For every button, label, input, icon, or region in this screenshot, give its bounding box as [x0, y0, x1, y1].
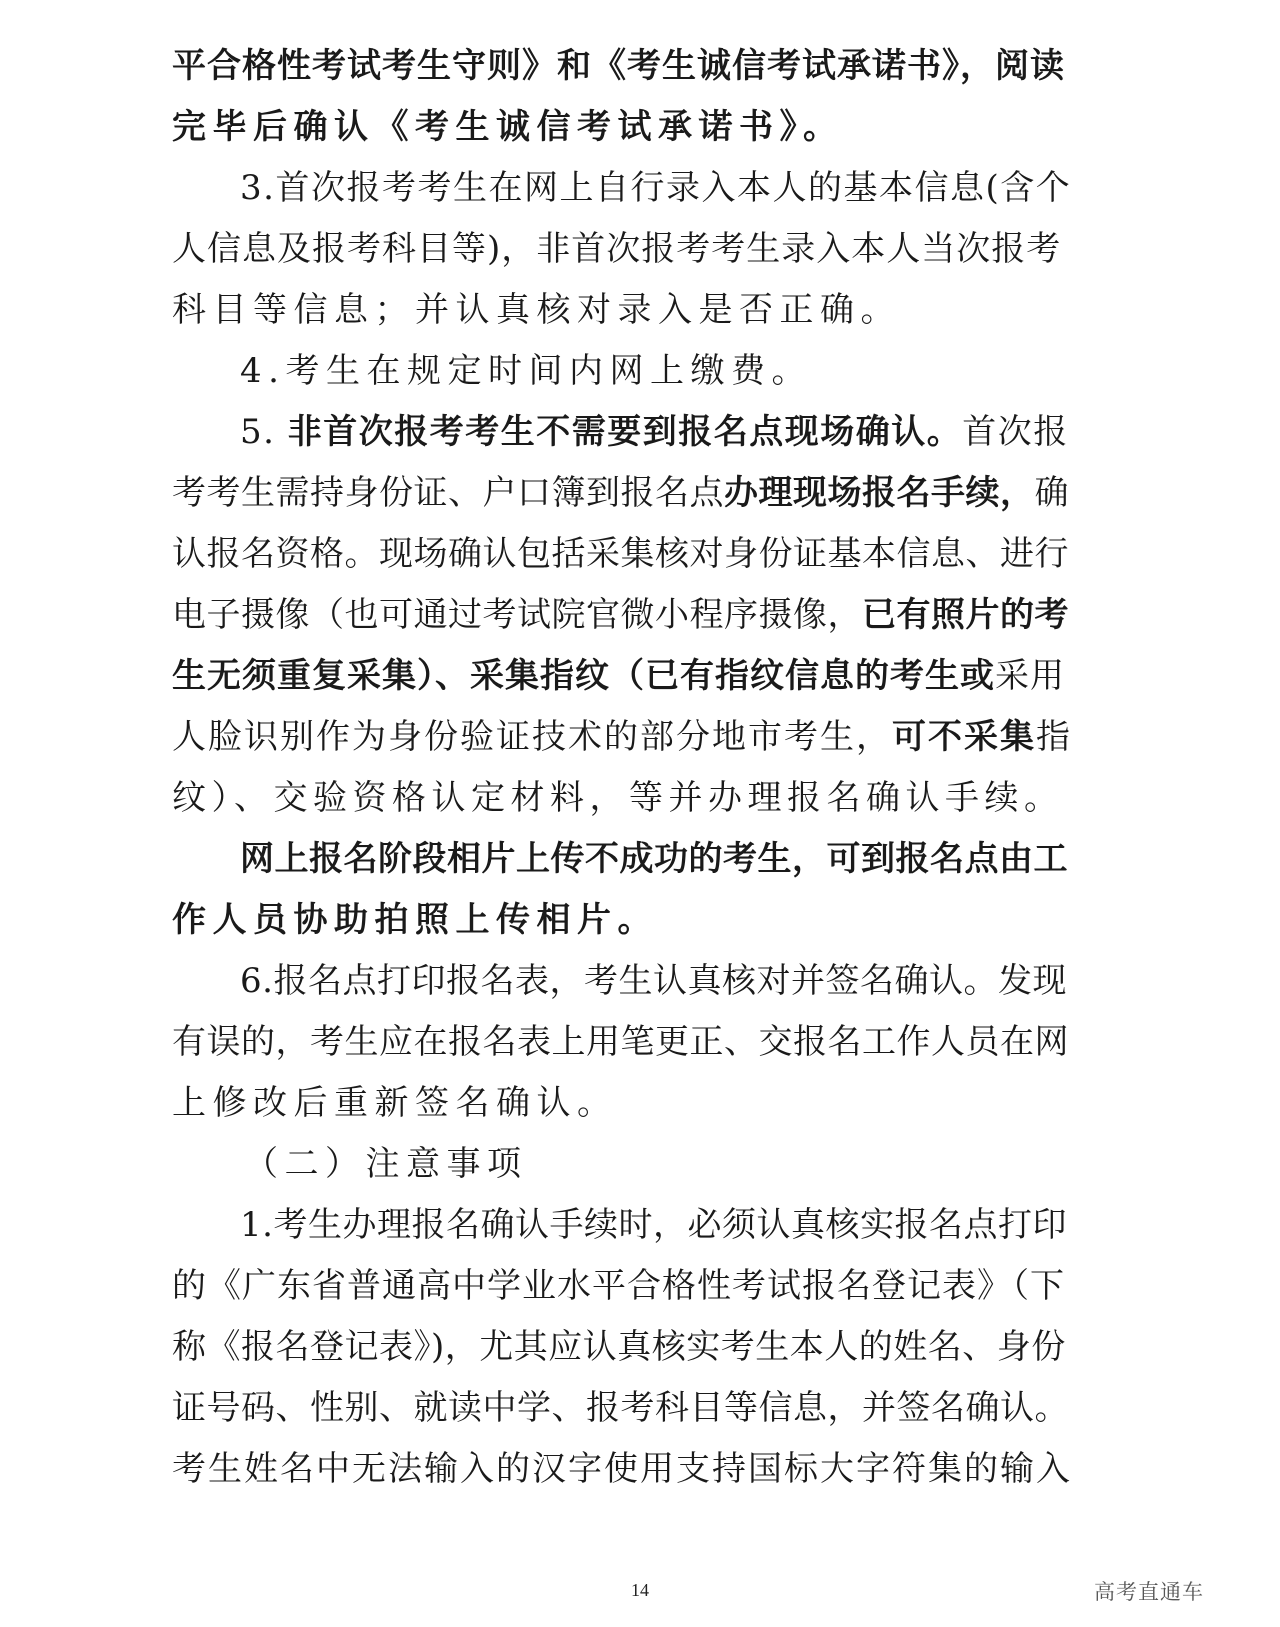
text-line: [172, 402, 1072, 463]
text-run: 6.报名点打印报名表，考生认真核对并签名确认。发现: [240, 961, 1067, 1001]
text-run: 有误的，考生应在报名表上用笔更正、交报名工作人员在网: [172, 1022, 1069, 1062]
bold-text: 作人员协助拍照上传相片。: [172, 900, 658, 940]
text-line: [172, 1073, 1072, 1134]
text-line: [172, 890, 1072, 951]
text-run: 4.考生在规定时间内网上缴费。: [240, 351, 812, 391]
text-run: 指: [1036, 717, 1072, 757]
text-run: （二）注意事项: [244, 1144, 528, 1184]
text-run: 5.: [240, 412, 288, 452]
bold-text: 完毕后确认《考生诚信考试承诺书》。: [172, 107, 844, 147]
section-heading: [172, 1134, 1072, 1195]
bold-text: 平合格性考试考生守则》和《考生诚信考试承诺书》，阅读: [172, 46, 1065, 86]
text-run: 人脸识别作为身份验证技术的部分地市考生，: [172, 717, 892, 757]
text-line: [172, 1439, 1072, 1500]
text-run: 证号码、性别、就读中学、报考科目等信息，并签名确认。: [172, 1388, 1069, 1428]
bold-text: 已有照片的考: [862, 595, 1069, 635]
text-line: [172, 1256, 1072, 1317]
text-line: [172, 158, 1072, 219]
text-line: [172, 219, 1072, 280]
text-line: [172, 97, 1072, 158]
text-run: 1.考生办理报名确认手续时，必须认真核实报名点打印: [240, 1205, 1067, 1245]
text-run: 科目等信息；并认真核对录入是否正确。: [172, 290, 901, 330]
text-run: 考生姓名中无法输入的汉字使用支持国标大字符集的输入: [172, 1449, 1072, 1489]
text-line: [172, 463, 1072, 524]
text-line: [172, 1317, 1072, 1378]
text-run: 3.首次报考考生在网上自行录入本人的基本信息(含个: [240, 168, 1072, 208]
text-line: [172, 1012, 1072, 1073]
text-run: 考考生需持身份证、户口簿到报名点: [172, 473, 724, 513]
text-line: [172, 1378, 1072, 1439]
watermark: 高考直通车: [1094, 1580, 1204, 1604]
bold-text: 可不采集: [892, 717, 1036, 757]
text-run: 人信息及报考科目等)，非首次报考考生录入本人当次报考: [172, 229, 1062, 269]
text-run: 确: [1034, 473, 1069, 513]
text-line: [172, 646, 1072, 707]
text-run: 的《广东省普通高中学业水平合格性考试报名登记表》（下: [172, 1266, 1065, 1306]
text-line: [172, 280, 1072, 341]
text-run: 纹）、交验资格认定材料，等并办理报名确认手续。: [172, 778, 1064, 818]
text-line: [172, 829, 1072, 890]
text-run: 电子摄像（也可通过考试院官微小程序摄像，: [172, 595, 862, 635]
bold-text: 生无须重复采集）、采集指纹（已有指纹信息的考生或: [172, 656, 995, 696]
bold-text: 网上报名阶段相片上传不成功的考生，可到报名点由工: [240, 839, 1068, 879]
text-line: [172, 524, 1072, 585]
text-run: 首次报: [962, 412, 1069, 452]
text-line: [172, 585, 1072, 646]
text-run: 认报名资格。现场确认包括采集核对身份证基本信息、进行: [172, 534, 1069, 574]
page-number: 14: [631, 1580, 649, 1600]
text-line: [172, 951, 1072, 1012]
text-line: [172, 1195, 1072, 1256]
text-run: 上修改后重新签名确认。: [172, 1083, 618, 1123]
text-run: 采用: [995, 656, 1065, 696]
document-body: [172, 36, 1072, 1500]
bold-text: 办理现场报名手续，: [724, 473, 1035, 513]
text-line: [172, 768, 1072, 829]
bold-text: 非首次报考考生不需要到报名点现场确认。: [287, 412, 963, 452]
text-line: [172, 36, 1072, 97]
text-line: [172, 707, 1072, 768]
text-line: [172, 341, 1072, 402]
text-run: 称《报名登记表》)，尤其应认真核实考生本人的姓名、身份: [172, 1327, 1066, 1367]
